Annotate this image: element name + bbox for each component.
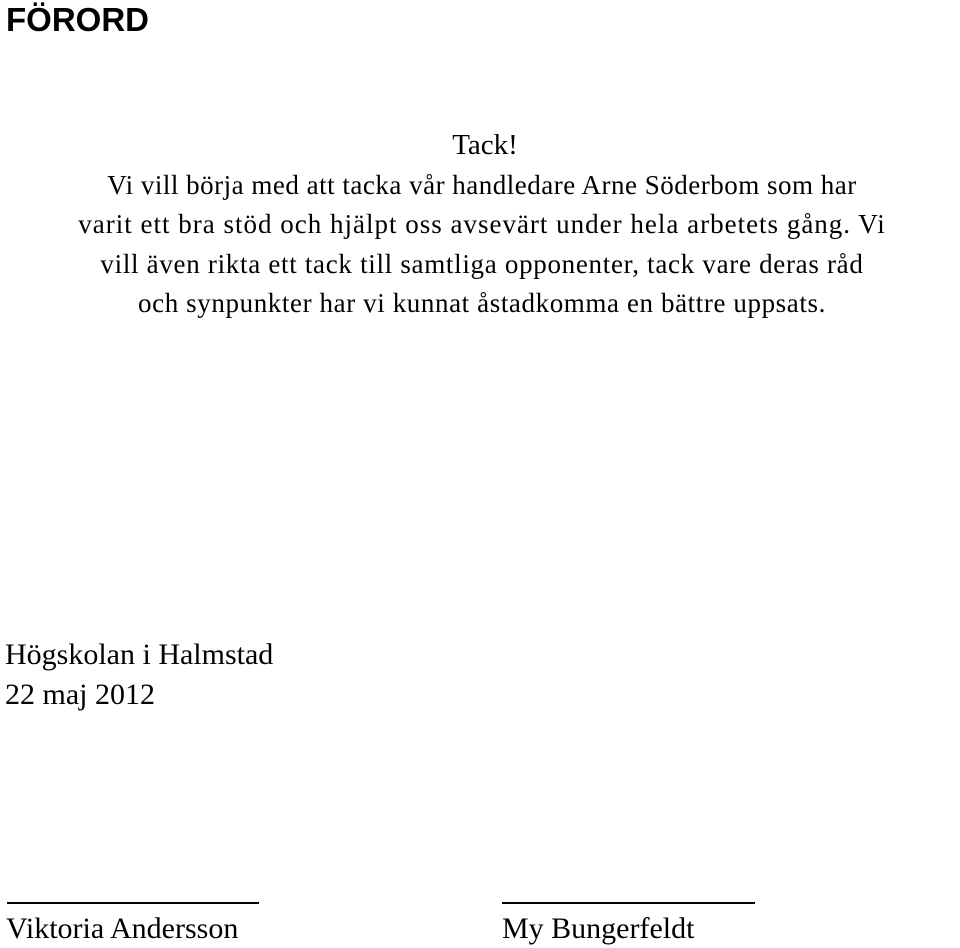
- signature-line: [502, 902, 755, 904]
- acknowledgement-title: Tack!: [452, 129, 518, 161]
- acknowledgement-line: och synpunkter har vi kunnat åstadkomma en bättre uppsats.: [138, 288, 826, 318]
- acknowledgement-line: vill även rikta ett tack till samtliga opponenter, tack vare deras råd: [100, 249, 864, 279]
- acknowledgement-line: varit ett bra stöd och hjälpt oss avsevärt under hela arbetets gång. Vi: [78, 209, 886, 239]
- signatory-name: My Bungerfeldt: [502, 912, 695, 945]
- page-heading: FÖRORD: [6, 1, 149, 38]
- signatory-name: Viktoria Andersson: [6, 912, 239, 945]
- document-date: 22 maj 2012: [5, 678, 155, 711]
- acknowledgement-line: Vi vill börja med att tacka vår handledare Arne Söderbom som har: [107, 170, 857, 200]
- institution-name: Högskolan i Halmstad: [5, 638, 274, 671]
- signature-line: [7, 902, 259, 904]
